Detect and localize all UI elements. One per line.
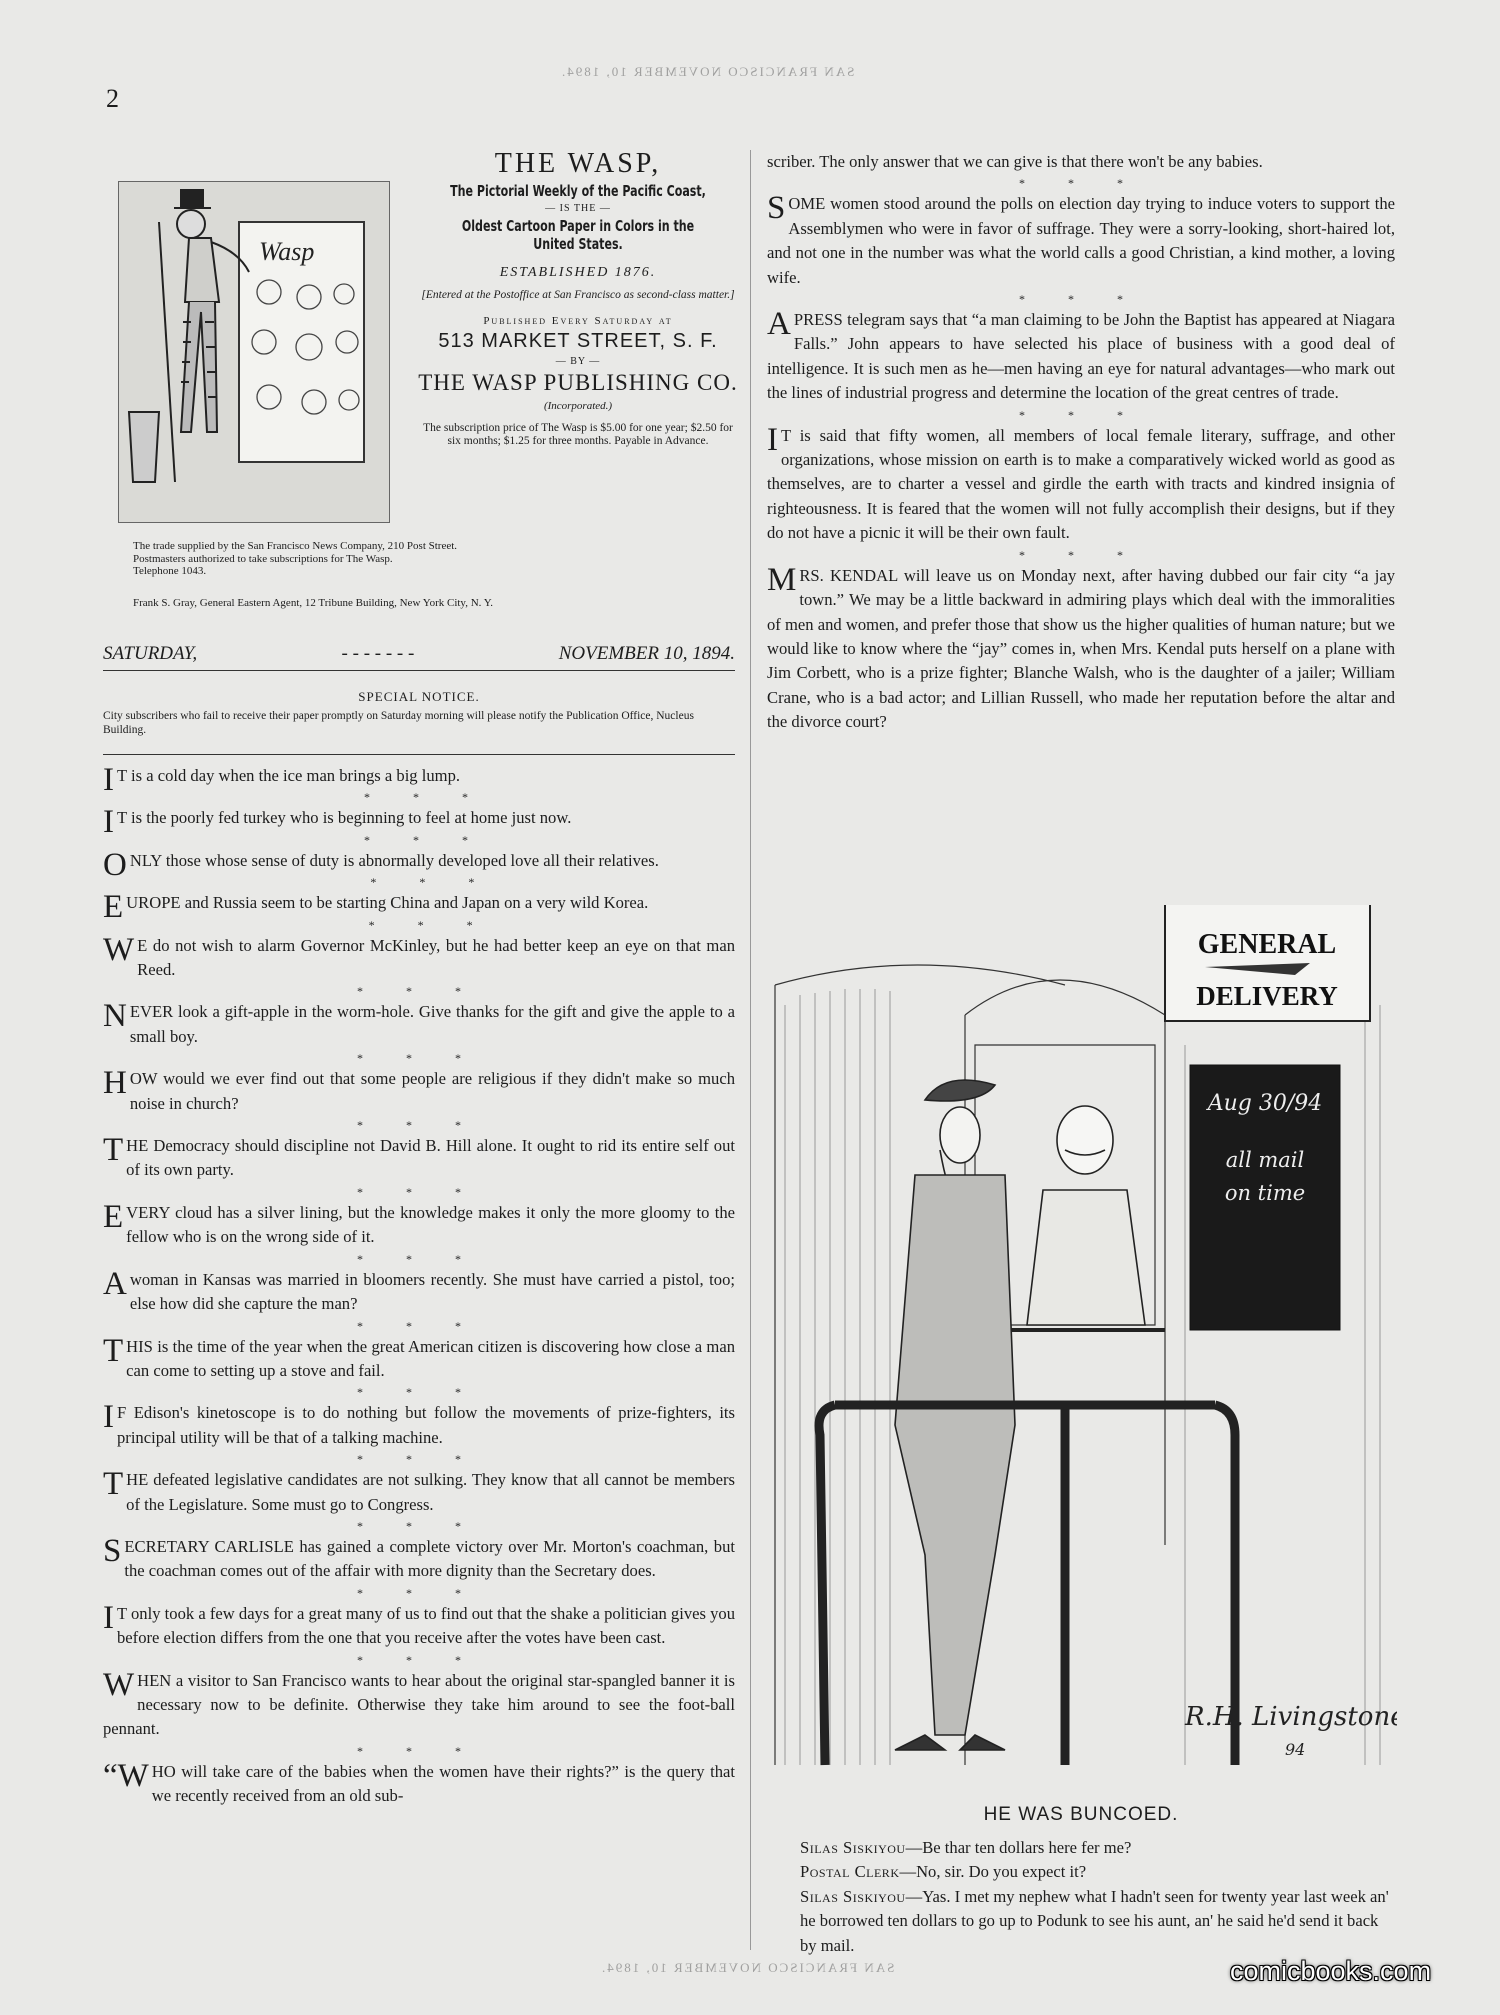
- paragraph-text: HE Democracy should discipline not David B. Hill alone. It ought to rid its entire self out of its own party.: [126, 1136, 735, 1180]
- drop-initial: W: [103, 1666, 135, 1703]
- paragraph-item: [103, 804, 735, 841]
- drop-initial: T: [103, 1466, 124, 1503]
- drop-initial: O: [103, 846, 127, 883]
- post-office-drawing: [765, 905, 1397, 1777]
- drop-initial: “W: [103, 1757, 149, 1794]
- drop-initial: I: [103, 1399, 114, 1436]
- paragraph-text: HIS is the time of the year when the great American citizen is discovering how close a man can come to setting up a stove and fail.: [126, 1336, 735, 1380]
- published-line: Published Every Saturday at: [483, 315, 673, 327]
- drop-initial: T: [103, 1332, 124, 1369]
- masthead-title: THE WASP,: [494, 148, 662, 179]
- dialogue-speaker: Silas Siskiyou: [800, 1838, 906, 1857]
- board-line-2: on time: [1224, 1181, 1306, 1205]
- paragraph-item: [103, 1067, 735, 1116]
- subscription-note: The subscription price of The Wasp is $5.00 for one year; $2.50 for six months; $1.25 for three months. Payable in Advance.: [423, 422, 733, 447]
- dialogue-line: Postal Clerk—No, sir. Do you expect it?: [800, 1862, 1087, 1882]
- paragraph-item: [103, 1666, 735, 1742]
- drop-initial: S: [103, 1532, 122, 1569]
- drop-initial: T: [103, 1132, 124, 1169]
- star-divider: * * *: [357, 984, 481, 999]
- star-divider: * * *: [368, 917, 493, 932]
- paragraph-item: [103, 1000, 735, 1049]
- drop-initial: I: [103, 762, 114, 798]
- drop-initial: W: [103, 931, 135, 968]
- paragraph-text: ECRETARY CARLISLE has gained a complete victory over Mr. Morton's coachman, but the coachman comes out of the affair with more dignity than the Secretary does.: [124, 1536, 735, 1581]
- paragraph-text: RS. KENDAL will leave us on Monday next, after having dubbed our fair city “a jay town.” We may be a little backward in admiring plays which deal with the immoralities of men and women, and prefer those that show us the higher qualities of human nature; but we would like to know where the “jay” comes in, when Mrs. Kendal puts herself on a plane with Jim Corbett, who is a prize fighter; Blanche Walsh, who is the daughter of a jailer; William Crane, who is a bad actor; and Lillian Russell, who made her reputation before the altar and the divorce court?: [767, 565, 1395, 732]
- postmasters-note: Postmasters authorized to take subscriptions for The Wasp.: [133, 552, 393, 565]
- paragraph-item: [103, 846, 735, 883]
- drop-initial: E: [103, 889, 124, 926]
- right-column: [767, 150, 1395, 735]
- column-rule: [750, 150, 751, 1950]
- board-date: Aug 30/94: [1207, 1091, 1323, 1116]
- sign-delivery: DELIVERY: [1196, 981, 1338, 1011]
- telephone-note: Telephone 1043.: [133, 565, 207, 577]
- paragraph-item: [103, 889, 735, 926]
- paragraph-text: EVER look a gift-apple in the worm-hole. Give thanks for the gift and give the apple to a small boy.: [129, 1002, 735, 1046]
- star-divider: * * *: [1019, 547, 1143, 562]
- drop-initial: M: [767, 561, 797, 598]
- star-divider: * * *: [357, 1518, 481, 1533]
- section-rule: [103, 754, 735, 755]
- paragraph-text: T is a cold day when the ice man brings a big lump.: [117, 766, 461, 785]
- star-divider: * * *: [370, 875, 495, 890]
- drop-initial: A: [103, 1265, 127, 1302]
- masthead-by: — BY —: [555, 356, 601, 367]
- paragraph-text: HO will take care of the babies when the women have their rights?” is the query that we recently received from an old sub-: [151, 1761, 735, 1806]
- masthead-subtitle-2: Oldest Cartoon Paper in Colors in the United States.: [461, 217, 695, 253]
- artist-year: 94: [1285, 1740, 1306, 1759]
- bleed-through-bottom: SAN FRANCISCO NOVEMBER 10, 1894.: [600, 1960, 895, 1975]
- paragraph-item: [103, 1332, 735, 1384]
- logo-text: Wasp: [259, 237, 315, 266]
- paragraph-item: [103, 1468, 735, 1517]
- established-line: ESTABLISHED 1876.: [499, 265, 657, 280]
- dialogue-text: Yas. I met my nephew what I hadn't seen for twenty year last week an' he borrowed ten dollars to go up to Podunk to see his aunt, an' he said he'd send it back by mail.: [800, 1886, 1389, 1955]
- drop-initial: I: [103, 804, 114, 841]
- watermark: comicbooks.com: [1230, 1956, 1432, 1986]
- paragraph-item: [103, 1757, 735, 1809]
- star-divider: * * *: [1019, 176, 1143, 191]
- paragraph-text: OW would we ever find out that some people are religious if they didn't make so much noise in church?: [129, 1069, 735, 1113]
- drop-initial: A: [767, 306, 791, 343]
- paragraph-item: [103, 1401, 735, 1450]
- paragraph-item: [767, 421, 1395, 546]
- paragraph-item: [103, 762, 735, 798]
- sign-general: GENERAL: [1197, 929, 1337, 960]
- drop-initial: S: [767, 190, 786, 227]
- paragraph-text: OME women stood around the polls on election day trying to induce voters to support the Assemblymen who were in favor of suffrage. They were a sorry-looking, short-haired lot, and not one in the number was what the world calls a good Christian, a kind mother, a loving wife.: [767, 194, 1395, 287]
- paragraph-item: [103, 1599, 735, 1651]
- dialogue-line: Silas Siskiyou—Yas. I met my nephew what I hadn't seen for twenty year last week an' he borrowed ten dollars to go up to Podunk to see his aunt, an' he said he'd send it back by mail.: [800, 1886, 1389, 1955]
- artist-signature: R.H. Livingstone: [1185, 1702, 1397, 1732]
- star-divider: * * *: [357, 1051, 481, 1066]
- dateline-day: SATURDAY,: [103, 643, 198, 664]
- drop-initial: E: [103, 1198, 124, 1235]
- paragraph-text: T only took a few days for a great many of us to find out that the shake a politician gives you before election differs from the one that you receive after the votes have been cast.: [117, 1603, 735, 1648]
- masthead-subtitle: The Pictorial Weekly of the Pacific Coast,: [450, 182, 706, 200]
- paragraph-item: [103, 931, 735, 983]
- trade-note: The trade supplied by the San Francisco News Company, 210 Post Street.: [133, 540, 458, 552]
- drop-initial: H: [103, 1065, 127, 1102]
- paragraph-text: woman in Kansas was married in bloomers recently. She must have carried a pistol, too; else how did she capture the man?: [129, 1269, 735, 1314]
- wasp-mascot-drawing: [119, 182, 389, 522]
- star-divider: * * *: [364, 790, 488, 805]
- page-number: 2: [106, 84, 119, 113]
- star-divider: * * *: [357, 1585, 481, 1600]
- drop-initial: I: [103, 1599, 114, 1636]
- incorporated-note: (Incorporated.): [543, 400, 613, 412]
- dateline: [103, 643, 735, 671]
- cartoon-caption-title: HE WAS BUNCOED.: [983, 1804, 1179, 1825]
- drop-initial: N: [103, 998, 127, 1035]
- board-line-1: all mail: [1225, 1148, 1305, 1172]
- cartoon-illustration: [765, 905, 1397, 1777]
- bleed-through-text: SAN FRANCISCO NOVEMBER 10, 1894.: [560, 64, 855, 79]
- paragraph-text: UROPE and Russia seem to be starting China and Japan on a very wild Korea.: [126, 893, 649, 913]
- paragraph-text: E do not wish to alarm Governor McKinley, but he had better keep an eye on that man Reed.: [137, 935, 735, 980]
- publisher-name: THE WASP PUBLISHING CO.: [418, 370, 738, 395]
- paragraph-text: T is said that fifty women, all members of local female literary, suffrage, and other organizations, whose mission on earth is to make a comparatively wicked world as good as themselves, are to charter a vessel and girdle the earth with tracts and kindred insignia of righteousness. It is feared that the women will not fully accomplish their designs, but if they do not have a picnic it will be their own fault.: [767, 425, 1395, 543]
- agent-note: Frank S. Gray, General Eastern Agent, 12 Tribune Building, New York City, N. Y.: [133, 597, 494, 609]
- dialogue-line: Silas Siskiyou—Be thar ten dollars here fer me?: [800, 1838, 1132, 1857]
- dialogue-text: No, sir. Do you expect it?: [916, 1862, 1087, 1882]
- left-column: [103, 764, 735, 1809]
- paragraph-item: [767, 308, 1395, 406]
- paragraph-item: [103, 1265, 735, 1317]
- masthead-is-the: — IS THE —: [545, 203, 611, 214]
- special-notice-body: City subscribers who fail to receive their paper promptly on Saturday morning will please notify the Publication Office, Nucleus Building.: [103, 710, 694, 736]
- trade-notes: [133, 540, 733, 578]
- star-divider: * * *: [364, 832, 488, 847]
- paragraph-text: HEN a visitor to San Francisco wants to hear about the original star-spangled banner it is necessary now to be definite. Otherwise they take him around to see the foot-ball pennant.: [103, 1670, 735, 1739]
- star-divider: * * *: [357, 1184, 481, 1199]
- dialogue-speaker: Postal Clerk: [800, 1862, 900, 1882]
- paragraph-item: [103, 1198, 735, 1250]
- paragraph-text: scriber. The only answer that we can give is that there won't be any babies.: [767, 152, 1263, 171]
- dateline-date: NOVEMBER 10, 1894.: [558, 643, 735, 664]
- entered-note: [Entered at the Postoffice at San Francisco as second-class matter.]: [421, 289, 735, 301]
- paragraph-text: T is the poorly fed turkey who is beginning to feel at home just now.: [117, 808, 572, 828]
- paragraph-text: NLY those whose sense of duty is abnormally developed love all their relatives.: [129, 850, 659, 870]
- star-divider: * * *: [357, 1318, 481, 1333]
- special-notice: [103, 689, 735, 737]
- masthead-illustration: [118, 181, 390, 523]
- star-divider: * * *: [357, 1385, 481, 1400]
- paragraph-item: [767, 561, 1395, 735]
- paragraph-item: [767, 150, 1395, 174]
- star-divider: * * *: [357, 1452, 481, 1467]
- paragraph-text: HE defeated legislative candidates are not sulking. They know that all cannot be members of the Legislature. Some must go to Congress.: [126, 1470, 735, 1514]
- star-divider: * * *: [357, 1251, 481, 1266]
- masthead: [418, 148, 738, 448]
- star-divider: * * *: [1019, 292, 1143, 307]
- publication-address: 513 MARKET STREET, S. F.: [438, 330, 718, 352]
- star-divider: * * *: [357, 1652, 481, 1667]
- paragraph-item: [103, 1532, 735, 1584]
- dialogue-text: Be thar ten dollars here fer me?: [922, 1838, 1132, 1857]
- paragraph-item: [103, 1134, 735, 1183]
- paragraph-text: VERY cloud has a silver lining, but the knowledge makes it only the more gloomy to the fellow who is on the wrong side of it.: [126, 1202, 735, 1247]
- special-notice-heading: SPECIAL NOTICE.: [358, 689, 480, 704]
- star-divider: * * *: [357, 1118, 481, 1133]
- star-divider: * * *: [1019, 407, 1143, 422]
- dialogue-speaker: Silas Siskiyou: [800, 1886, 906, 1906]
- drop-initial: I: [767, 421, 778, 458]
- cartoon-dialogue: [800, 1836, 1395, 1958]
- paragraph-item: [767, 192, 1395, 290]
- star-divider: * * *: [357, 1743, 481, 1758]
- paragraph-text: F Edison's kinetoscope is to do nothing but follow the movements of prize-fighters, its principal utility will be that of a talking machine.: [117, 1403, 735, 1447]
- paragraph-text: PRESS telegram says that “a man claiming to be John the Baptist has appeared at Niagara Falls.” John appears to have selected his place of business with a good deal of intelligence. It is such men as he—men having an eye for natural advantages—who mark out the lines of industrial progress and determine the location of the great centres of trade.: [767, 310, 1395, 403]
- dateline-dots: - - - - - - -: [341, 643, 415, 664]
